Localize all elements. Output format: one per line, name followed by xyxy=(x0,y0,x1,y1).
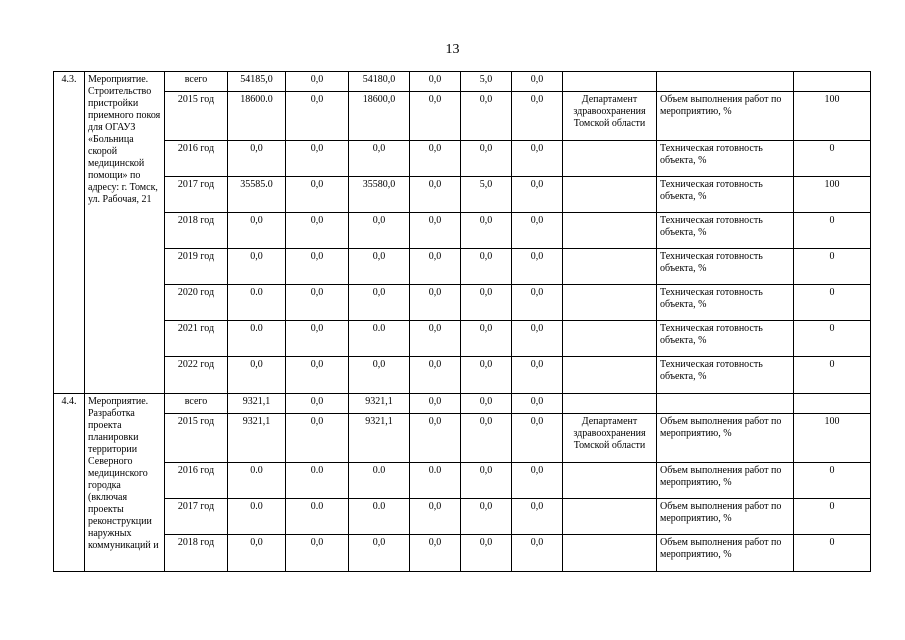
activity-number: 4.4. xyxy=(54,394,85,572)
other-funds-cell: 0,0 xyxy=(512,414,563,463)
year-cell: 2016 год xyxy=(165,141,228,177)
indicator-cell: Объем выполнения работ по мероприятию, % xyxy=(657,414,794,463)
federal-budget-cell: 0,0 xyxy=(286,414,349,463)
total-cell: 0,0 xyxy=(228,357,286,394)
local-budget-cell: 0,0 xyxy=(410,285,461,321)
regional-budget-cell: 54180,0 xyxy=(349,72,410,92)
table-row xyxy=(54,177,871,213)
extrabudgetary-cell: 0,0 xyxy=(461,394,512,414)
indicator-value-cell: 0 xyxy=(794,535,871,572)
federal-budget-cell: 0,0 xyxy=(286,92,349,141)
extrabudgetary-cell: 0,0 xyxy=(461,535,512,572)
other-funds-cell: 0,0 xyxy=(512,177,563,213)
federal-budget-cell: 0,0 xyxy=(286,394,349,414)
extrabudgetary-cell: 0,0 xyxy=(461,285,512,321)
executor-cell xyxy=(563,463,657,499)
indicator-cell: Техническая готовность объекта, % xyxy=(657,285,794,321)
other-funds-cell: 0,0 xyxy=(512,499,563,535)
indicator-value-cell: 100 xyxy=(794,414,871,463)
federal-budget-cell: 0,0 xyxy=(286,213,349,249)
indicator-value-cell: 0 xyxy=(794,321,871,357)
table-row xyxy=(54,394,871,414)
year-cell: 2016 год xyxy=(165,463,228,499)
year-cell: 2020 год xyxy=(165,285,228,321)
local-budget-cell: 0,0 xyxy=(410,72,461,92)
regional-budget-cell: 0,0 xyxy=(349,249,410,285)
total-cell: 0.0 xyxy=(228,499,286,535)
year-cell: всего xyxy=(165,72,228,92)
federal-budget-cell: 0.0 xyxy=(286,463,349,499)
total-cell: 0.0 xyxy=(228,463,286,499)
activity-description: Мероприятие. Разработка проекта планировки территории Северного медицинского городка (включая проекты реконструкции наружных коммуникаций и xyxy=(85,394,165,572)
indicator-cell: Объем выполнения работ по мероприятию, % xyxy=(657,499,794,535)
activity-description: Мероприятие. Строительство пристройки приемного покоя для ОГАУЗ «Больница скорой медицинской помощи» по адресу: г. Томск, ул. Рабочая, 21 xyxy=(85,72,165,394)
total-cell: 0,0 xyxy=(228,141,286,177)
extrabudgetary-cell: 0,0 xyxy=(461,213,512,249)
indicator-cell: Техническая готовность объекта, % xyxy=(657,249,794,285)
year-cell: 2021 год xyxy=(165,321,228,357)
executor-cell: Департамент здравоохранения Томской области xyxy=(563,414,657,463)
executor-cell xyxy=(563,357,657,394)
year-cell: 2017 год xyxy=(165,499,228,535)
executor-cell xyxy=(563,321,657,357)
year-cell: 2022 год xyxy=(165,357,228,394)
year-cell: 2015 год xyxy=(165,92,228,141)
indicator-cell: Техническая готовность объекта, % xyxy=(657,321,794,357)
executor-cell xyxy=(563,213,657,249)
year-cell: 2017 год xyxy=(165,177,228,213)
total-cell: 54185,0 xyxy=(228,72,286,92)
federal-budget-cell: 0,0 xyxy=(286,321,349,357)
federal-budget-cell: 0,0 xyxy=(286,72,349,92)
year-cell: 2019 год xyxy=(165,249,228,285)
year-cell: 2018 год xyxy=(165,213,228,249)
table-row xyxy=(54,285,871,321)
table-row xyxy=(54,535,871,572)
local-budget-cell: 0,0 xyxy=(410,394,461,414)
regional-budget-cell: 0,0 xyxy=(349,285,410,321)
regional-budget-cell: 0,0 xyxy=(349,213,410,249)
local-budget-cell: 0,0 xyxy=(410,321,461,357)
budget-table xyxy=(53,71,871,572)
local-budget-cell: 0,0 xyxy=(410,357,461,394)
total-cell: 0,0 xyxy=(228,249,286,285)
table-row xyxy=(54,213,871,249)
table-row xyxy=(54,321,871,357)
extrabudgetary-cell: 5,0 xyxy=(461,72,512,92)
year-cell: 2015 год xyxy=(165,414,228,463)
indicator-cell: Объем выполнения работ по мероприятию, % xyxy=(657,535,794,572)
other-funds-cell: 0,0 xyxy=(512,357,563,394)
other-funds-cell: 0,0 xyxy=(512,249,563,285)
other-funds-cell: 0,0 xyxy=(512,92,563,141)
extrabudgetary-cell: 5,0 xyxy=(461,177,512,213)
federal-budget-cell: 0,0 xyxy=(286,285,349,321)
page-number: 13 xyxy=(445,42,460,57)
total-cell: 9321,1 xyxy=(228,394,286,414)
total-cell: 0.0 xyxy=(228,285,286,321)
total-cell: 0,0 xyxy=(228,213,286,249)
extrabudgetary-cell: 0,0 xyxy=(461,357,512,394)
local-budget-cell: 0,0 xyxy=(410,414,461,463)
indicator-cell xyxy=(657,72,794,92)
indicator-value-cell: 0 xyxy=(794,285,871,321)
indicator-value-cell: 0 xyxy=(794,249,871,285)
indicator-value-cell: 0 xyxy=(794,463,871,499)
indicator-value-cell: 0 xyxy=(794,141,871,177)
indicator-value-cell: 0 xyxy=(794,357,871,394)
executor-cell xyxy=(563,141,657,177)
indicator-value-cell: 0 xyxy=(794,213,871,249)
other-funds-cell: 0,0 xyxy=(512,141,563,177)
executor-cell xyxy=(563,394,657,414)
local-budget-cell: 0,0 xyxy=(410,249,461,285)
table-row xyxy=(54,92,871,141)
table-row xyxy=(54,499,871,535)
indicator-cell: Объем выполнения работ по мероприятию, % xyxy=(657,92,794,141)
indicator-cell: Техническая готовность объекта, % xyxy=(657,177,794,213)
local-budget-cell: 0,0 xyxy=(410,92,461,141)
regional-budget-cell: 0.0 xyxy=(349,499,410,535)
federal-budget-cell: 0,0 xyxy=(286,141,349,177)
regional-budget-cell: 35580,0 xyxy=(349,177,410,213)
activity-number: 4.3. xyxy=(54,72,85,394)
indicator-value-cell xyxy=(794,72,871,92)
executor-cell xyxy=(563,177,657,213)
executor-cell xyxy=(563,499,657,535)
local-budget-cell: 0,0 xyxy=(410,141,461,177)
local-budget-cell: 0.0 xyxy=(410,463,461,499)
extrabudgetary-cell: 0,0 xyxy=(461,249,512,285)
indicator-cell: Техническая готовность объекта, % xyxy=(657,141,794,177)
indicator-value-cell: 100 xyxy=(794,177,871,213)
total-cell: 0,0 xyxy=(228,535,286,572)
executor-cell xyxy=(563,249,657,285)
table-row xyxy=(54,357,871,394)
table-row xyxy=(54,141,871,177)
regional-budget-cell: 18600,0 xyxy=(349,92,410,141)
other-funds-cell: 0,0 xyxy=(512,535,563,572)
local-budget-cell: 0,0 xyxy=(410,499,461,535)
table-row xyxy=(54,414,871,463)
table-row xyxy=(54,463,871,499)
year-cell: всего xyxy=(165,394,228,414)
other-funds-cell: 0,0 xyxy=(512,394,563,414)
indicator-cell: Техническая готовность объекта, % xyxy=(657,357,794,394)
extrabudgetary-cell: 0,0 xyxy=(461,414,512,463)
federal-budget-cell: 0,0 xyxy=(286,535,349,572)
extrabudgetary-cell: 0,0 xyxy=(461,141,512,177)
regional-budget-cell: 9321,1 xyxy=(349,394,410,414)
total-cell: 0.0 xyxy=(228,321,286,357)
total-cell: 18600.0 xyxy=(228,92,286,141)
regional-budget-cell: 0.0 xyxy=(349,321,410,357)
local-budget-cell: 0,0 xyxy=(410,535,461,572)
extrabudgetary-cell: 0,0 xyxy=(461,499,512,535)
extrabudgetary-cell: 0,0 xyxy=(461,321,512,357)
indicator-value-cell: 100 xyxy=(794,92,871,141)
executor-cell xyxy=(563,72,657,92)
federal-budget-cell: 0.0 xyxy=(286,499,349,535)
extrabudgetary-cell: 0,0 xyxy=(461,92,512,141)
regional-budget-cell: 0,0 xyxy=(349,141,410,177)
table-row xyxy=(54,72,871,92)
year-cell: 2018 год xyxy=(165,535,228,572)
local-budget-cell: 0,0 xyxy=(410,177,461,213)
total-cell: 35585.0 xyxy=(228,177,286,213)
other-funds-cell: 0,0 xyxy=(512,213,563,249)
total-cell: 9321,1 xyxy=(228,414,286,463)
indicator-cell: Объем выполнения работ по мероприятию, % xyxy=(657,463,794,499)
other-funds-cell: 0,0 xyxy=(512,463,563,499)
federal-budget-cell: 0,0 xyxy=(286,177,349,213)
local-budget-cell: 0,0 xyxy=(410,213,461,249)
indicator-value-cell: 0 xyxy=(794,499,871,535)
federal-budget-cell: 0,0 xyxy=(286,249,349,285)
regional-budget-cell: 9321,1 xyxy=(349,414,410,463)
other-funds-cell: 0,0 xyxy=(512,72,563,92)
indicator-cell: Техническая готовность объекта, % xyxy=(657,213,794,249)
other-funds-cell: 0,0 xyxy=(512,321,563,357)
table-row xyxy=(54,249,871,285)
other-funds-cell: 0,0 xyxy=(512,285,563,321)
extrabudgetary-cell: 0,0 xyxy=(461,463,512,499)
executor-cell xyxy=(563,535,657,572)
regional-budget-cell: 0,0 xyxy=(349,535,410,572)
executor-cell: Департамент здравоохранения Томской области xyxy=(563,92,657,141)
federal-budget-cell: 0,0 xyxy=(286,357,349,394)
regional-budget-cell: 0.0 xyxy=(349,463,410,499)
indicator-value-cell xyxy=(794,394,871,414)
indicator-cell xyxy=(657,394,794,414)
regional-budget-cell: 0,0 xyxy=(349,357,410,394)
executor-cell xyxy=(563,285,657,321)
